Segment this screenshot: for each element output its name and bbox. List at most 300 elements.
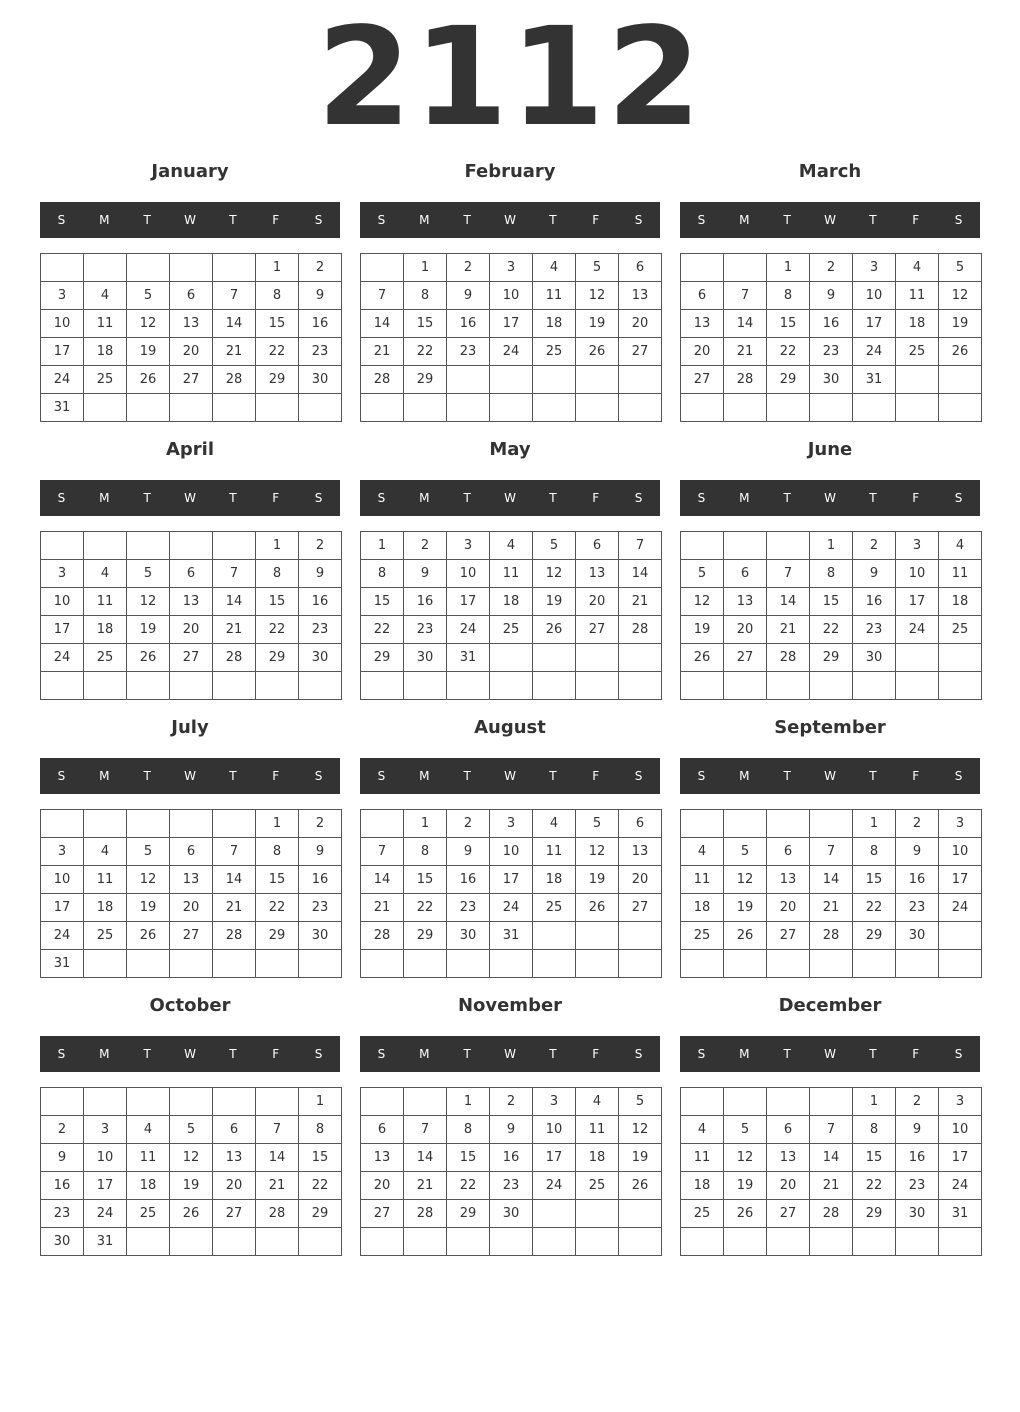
day-cell: 31: [84, 1228, 127, 1256]
weekday-label: F: [912, 769, 920, 783]
weekday-label: S: [57, 769, 66, 783]
day-cell: 8: [853, 838, 896, 866]
day-cell: 20: [724, 616, 767, 644]
weekday-header: [680, 480, 980, 516]
day-cell: 13: [619, 838, 662, 866]
month-name: March: [798, 161, 862, 182]
empty-cell: [404, 1088, 447, 1116]
day-cell: 11: [127, 1144, 170, 1172]
weekday-label: F: [272, 491, 280, 505]
empty-cell: [213, 1088, 256, 1116]
week-row: [41, 254, 342, 282]
week-row: [361, 366, 662, 394]
empty-cell: [533, 366, 576, 394]
week-row: [681, 1228, 982, 1256]
week-row: [41, 338, 342, 366]
empty-cell: [810, 1228, 853, 1256]
day-grid: [680, 531, 982, 700]
day-cell: 18: [533, 310, 576, 338]
empty-cell: [724, 1088, 767, 1116]
empty-cell: [810, 1088, 853, 1116]
day-cell: 11: [576, 1116, 619, 1144]
empty-cell: [84, 532, 127, 560]
empty-cell: [361, 1088, 404, 1116]
day-cell: 3: [490, 810, 533, 838]
day-cell: 5: [724, 838, 767, 866]
empty-cell: [853, 394, 896, 422]
empty-cell: [939, 950, 982, 978]
week-row: [681, 1116, 982, 1144]
day-cell: 19: [939, 310, 982, 338]
empty-cell: [767, 532, 810, 560]
day-cell: 31: [447, 644, 490, 672]
day-cell: 16: [299, 310, 342, 338]
empty-cell: [576, 394, 619, 422]
weekday-label: S: [314, 1047, 323, 1061]
empty-cell: [84, 254, 127, 282]
month-name: September: [774, 717, 886, 738]
day-cell: 3: [853, 254, 896, 282]
day-cell: 8: [404, 282, 447, 310]
week-row: [41, 588, 342, 616]
day-cell: 22: [361, 616, 404, 644]
empty-cell: [619, 394, 662, 422]
week-row: [681, 866, 982, 894]
empty-cell: [681, 1088, 724, 1116]
week-row: [41, 310, 342, 338]
week-row: [681, 282, 982, 310]
empty-cell: [490, 366, 533, 394]
day-cell: 19: [576, 866, 619, 894]
day-cell: 4: [533, 810, 576, 838]
week-row: [361, 950, 662, 978]
day-cell: 19: [170, 1172, 213, 1200]
empty-cell: [681, 950, 724, 978]
day-cell: 1: [256, 810, 299, 838]
empty-cell: [404, 394, 447, 422]
empty-cell: [724, 672, 767, 700]
day-cell: 13: [681, 310, 724, 338]
day-cell: 30: [447, 922, 490, 950]
empty-cell: [767, 394, 810, 422]
day-cell: 26: [724, 1200, 767, 1228]
day-cell: 23: [447, 894, 490, 922]
day-cell: 30: [490, 1200, 533, 1228]
day-cell: 30: [404, 644, 447, 672]
day-cell: 15: [256, 310, 299, 338]
day-cell: 27: [170, 366, 213, 394]
empty-cell: [576, 672, 619, 700]
day-cell: 10: [939, 838, 982, 866]
weekday-label: T: [549, 491, 557, 505]
day-cell: 21: [213, 338, 256, 366]
empty-cell: [810, 394, 853, 422]
weekday-label: T: [869, 213, 877, 227]
week-row: [361, 922, 662, 950]
day-cell: 10: [447, 560, 490, 588]
day-cell: 14: [810, 866, 853, 894]
weekday-label: W: [184, 1047, 196, 1061]
weekday-header: [40, 480, 340, 516]
day-cell: 4: [533, 254, 576, 282]
weekday-label: S: [314, 213, 323, 227]
day-cell: 6: [767, 1116, 810, 1144]
day-cell: 19: [127, 338, 170, 366]
week-row: [681, 616, 982, 644]
day-cell: 18: [84, 616, 127, 644]
weekday-label: F: [912, 213, 920, 227]
day-cell: 3: [533, 1088, 576, 1116]
weekday-label: S: [954, 491, 963, 505]
day-cell: 1: [767, 254, 810, 282]
week-row: [41, 394, 342, 422]
day-grid: [40, 809, 342, 978]
empty-cell: [576, 366, 619, 394]
day-cell: 20: [576, 588, 619, 616]
empty-cell: [576, 644, 619, 672]
week-row: [681, 810, 982, 838]
day-cell: 1: [404, 254, 447, 282]
empty-cell: [724, 254, 767, 282]
week-row: [361, 532, 662, 560]
week-row: [41, 1172, 342, 1200]
day-cell: 30: [896, 1200, 939, 1228]
day-cell: 25: [576, 1172, 619, 1200]
week-row: [41, 810, 342, 838]
day-cell: 25: [84, 644, 127, 672]
day-cell: 17: [853, 310, 896, 338]
weekday-label: S: [634, 213, 643, 227]
day-cell: 23: [896, 1172, 939, 1200]
day-cell: 24: [490, 338, 533, 366]
day-cell: 4: [576, 1088, 619, 1116]
day-cell: 13: [170, 588, 213, 616]
day-cell: 15: [810, 588, 853, 616]
day-cell: 28: [619, 616, 662, 644]
day-cell: 4: [681, 838, 724, 866]
day-cell: 23: [490, 1172, 533, 1200]
empty-cell: [127, 1228, 170, 1256]
day-cell: 15: [361, 588, 404, 616]
weekday-header: [40, 1036, 340, 1072]
day-cell: 4: [127, 1116, 170, 1144]
day-cell: 22: [256, 616, 299, 644]
week-row: [361, 1200, 662, 1228]
weekday-label: T: [869, 1047, 877, 1061]
week-row: [681, 310, 982, 338]
day-cell: 28: [361, 366, 404, 394]
day-cell: 9: [404, 560, 447, 588]
day-cell: 2: [299, 254, 342, 282]
empty-cell: [361, 394, 404, 422]
day-cell: 13: [724, 588, 767, 616]
day-cell: 15: [404, 310, 447, 338]
week-row: [41, 1088, 342, 1116]
day-cell: 14: [213, 310, 256, 338]
week-row: [361, 672, 662, 700]
day-cell: 19: [724, 1172, 767, 1200]
day-cell: 11: [84, 588, 127, 616]
day-cell: 8: [447, 1116, 490, 1144]
empty-cell: [127, 672, 170, 700]
empty-cell: [447, 394, 490, 422]
day-cell: 16: [299, 588, 342, 616]
day-cell: 21: [619, 588, 662, 616]
empty-cell: [853, 672, 896, 700]
empty-cell: [213, 950, 256, 978]
day-cell: 9: [299, 560, 342, 588]
empty-cell: [170, 1088, 213, 1116]
week-row: [41, 894, 342, 922]
day-cell: 19: [681, 616, 724, 644]
day-cell: 16: [490, 1144, 533, 1172]
day-cell: 8: [299, 1116, 342, 1144]
empty-cell: [84, 950, 127, 978]
day-cell: 31: [41, 950, 84, 978]
day-cell: 7: [361, 838, 404, 866]
weekday-label: T: [143, 213, 151, 227]
weekday-label: W: [184, 491, 196, 505]
week-row: [681, 560, 982, 588]
empty-cell: [681, 254, 724, 282]
weekday-label: T: [143, 491, 151, 505]
day-cell: 8: [256, 282, 299, 310]
day-cell: 1: [256, 254, 299, 282]
day-cell: 13: [767, 866, 810, 894]
day-cell: 21: [361, 338, 404, 366]
empty-cell: [404, 1228, 447, 1256]
empty-cell: [256, 950, 299, 978]
empty-cell: [41, 532, 84, 560]
month-name: October: [149, 995, 231, 1016]
day-cell: 22: [256, 894, 299, 922]
week-row: [681, 1088, 982, 1116]
day-cell: 30: [299, 644, 342, 672]
empty-cell: [896, 1228, 939, 1256]
day-cell: 1: [853, 1088, 896, 1116]
empty-cell: [619, 644, 662, 672]
weekday-label: W: [504, 213, 516, 227]
weekday-label: M: [99, 769, 110, 783]
empty-cell: [767, 1228, 810, 1256]
day-cell: 20: [170, 338, 213, 366]
empty-cell: [127, 394, 170, 422]
day-cell: 5: [127, 838, 170, 866]
day-cell: 2: [299, 532, 342, 560]
weekday-label: T: [463, 213, 471, 227]
empty-cell: [361, 672, 404, 700]
empty-cell: [256, 394, 299, 422]
month-name: August: [474, 717, 546, 738]
day-cell: 25: [681, 922, 724, 950]
day-cell: 31: [853, 366, 896, 394]
day-cell: 4: [84, 838, 127, 866]
day-cell: 22: [299, 1172, 342, 1200]
week-row: [41, 1200, 342, 1228]
day-cell: 9: [447, 282, 490, 310]
day-cell: 8: [853, 1116, 896, 1144]
day-cell: 17: [896, 588, 939, 616]
weekday-label: W: [824, 491, 836, 505]
weekday-label: F: [272, 1047, 280, 1061]
empty-cell: [810, 810, 853, 838]
day-cell: 16: [810, 310, 853, 338]
day-cell: 25: [533, 338, 576, 366]
month-name: January: [151, 161, 229, 182]
day-cell: 5: [681, 560, 724, 588]
day-cell: 7: [619, 532, 662, 560]
weekday-header: [360, 758, 660, 794]
day-cell: 29: [256, 644, 299, 672]
week-row: [361, 1144, 662, 1172]
day-cell: 30: [299, 922, 342, 950]
day-cell: 24: [490, 894, 533, 922]
day-cell: 21: [213, 616, 256, 644]
day-cell: 26: [576, 338, 619, 366]
day-cell: 9: [299, 282, 342, 310]
day-cell: 11: [681, 866, 724, 894]
day-cell: 24: [939, 1172, 982, 1200]
day-cell: 6: [170, 560, 213, 588]
empty-cell: [853, 1228, 896, 1256]
empty-cell: [447, 950, 490, 978]
month-name: May: [489, 439, 531, 460]
day-cell: 27: [681, 366, 724, 394]
weekday-label: W: [184, 769, 196, 783]
weekday-label: S: [954, 769, 963, 783]
week-row: [361, 394, 662, 422]
day-cell: 13: [170, 866, 213, 894]
day-cell: 27: [767, 1200, 810, 1228]
day-cell: 2: [447, 810, 490, 838]
day-cell: 30: [299, 366, 342, 394]
weekday-label: S: [377, 213, 386, 227]
day-cell: 12: [127, 866, 170, 894]
day-cell: 26: [576, 894, 619, 922]
empty-cell: [576, 922, 619, 950]
day-cell: 1: [853, 810, 896, 838]
weekday-label: M: [739, 213, 750, 227]
day-cell: 11: [939, 560, 982, 588]
day-grid: [680, 809, 982, 978]
day-cell: 12: [619, 1116, 662, 1144]
weekday-label: S: [697, 491, 706, 505]
empty-cell: [127, 810, 170, 838]
day-cell: 22: [853, 894, 896, 922]
month-name: June: [807, 439, 853, 460]
weekday-label: S: [314, 769, 323, 783]
day-cell: 8: [810, 560, 853, 588]
day-cell: 12: [533, 560, 576, 588]
day-cell: 7: [213, 282, 256, 310]
weekday-label: T: [783, 491, 791, 505]
week-row: [361, 810, 662, 838]
day-cell: 7: [810, 1116, 853, 1144]
week-row: [681, 672, 982, 700]
day-cell: 7: [404, 1116, 447, 1144]
empty-cell: [853, 950, 896, 978]
weekday-label: T: [783, 213, 791, 227]
week-row: [361, 894, 662, 922]
empty-cell: [170, 672, 213, 700]
weekday-header: [40, 758, 340, 794]
day-cell: 23: [299, 338, 342, 366]
day-cell: 21: [213, 894, 256, 922]
day-cell: 8: [361, 560, 404, 588]
weekday-label: F: [912, 1047, 920, 1061]
empty-cell: [533, 672, 576, 700]
weekday-label: M: [419, 213, 430, 227]
day-cell: 17: [939, 1144, 982, 1172]
empty-cell: [404, 950, 447, 978]
day-cell: 6: [619, 810, 662, 838]
day-cell: 24: [939, 894, 982, 922]
day-cell: 13: [170, 310, 213, 338]
day-cell: 3: [84, 1116, 127, 1144]
day-cell: 1: [447, 1088, 490, 1116]
empty-cell: [681, 394, 724, 422]
day-grid: [40, 531, 342, 700]
day-cell: 1: [299, 1088, 342, 1116]
day-cell: 6: [213, 1116, 256, 1144]
week-row: [361, 1088, 662, 1116]
day-cell: 12: [127, 310, 170, 338]
empty-cell: [490, 644, 533, 672]
empty-cell: [490, 672, 533, 700]
day-cell: 10: [533, 1116, 576, 1144]
day-cell: 27: [767, 922, 810, 950]
day-grid: [680, 253, 982, 422]
weekday-header: [40, 202, 340, 238]
day-cell: 23: [896, 894, 939, 922]
weekday-label: T: [143, 1047, 151, 1061]
day-cell: 12: [939, 282, 982, 310]
day-cell: 16: [41, 1172, 84, 1200]
day-cell: 18: [490, 588, 533, 616]
day-cell: 8: [256, 838, 299, 866]
day-cell: 22: [767, 338, 810, 366]
empty-cell: [767, 810, 810, 838]
day-cell: 5: [533, 532, 576, 560]
weekday-label: S: [697, 213, 706, 227]
day-cell: 15: [299, 1144, 342, 1172]
day-cell: 23: [299, 616, 342, 644]
weekday-label: M: [739, 769, 750, 783]
day-cell: 14: [404, 1144, 447, 1172]
empty-cell: [447, 672, 490, 700]
weekday-label: F: [912, 491, 920, 505]
day-cell: 6: [681, 282, 724, 310]
day-cell: 21: [404, 1172, 447, 1200]
day-cell: 25: [939, 616, 982, 644]
day-cell: 5: [939, 254, 982, 282]
day-cell: 7: [767, 560, 810, 588]
day-cell: 26: [533, 616, 576, 644]
day-cell: 30: [896, 922, 939, 950]
day-cell: 17: [490, 866, 533, 894]
weekday-label: M: [739, 1047, 750, 1061]
weekday-header: [680, 1036, 980, 1072]
day-cell: 7: [213, 838, 256, 866]
day-cell: 2: [447, 254, 490, 282]
weekday-header: [680, 202, 980, 238]
week-row: [681, 950, 982, 978]
day-grid: [360, 809, 662, 978]
empty-cell: [681, 1228, 724, 1256]
day-cell: 16: [447, 310, 490, 338]
day-cell: 22: [810, 616, 853, 644]
day-cell: 19: [576, 310, 619, 338]
